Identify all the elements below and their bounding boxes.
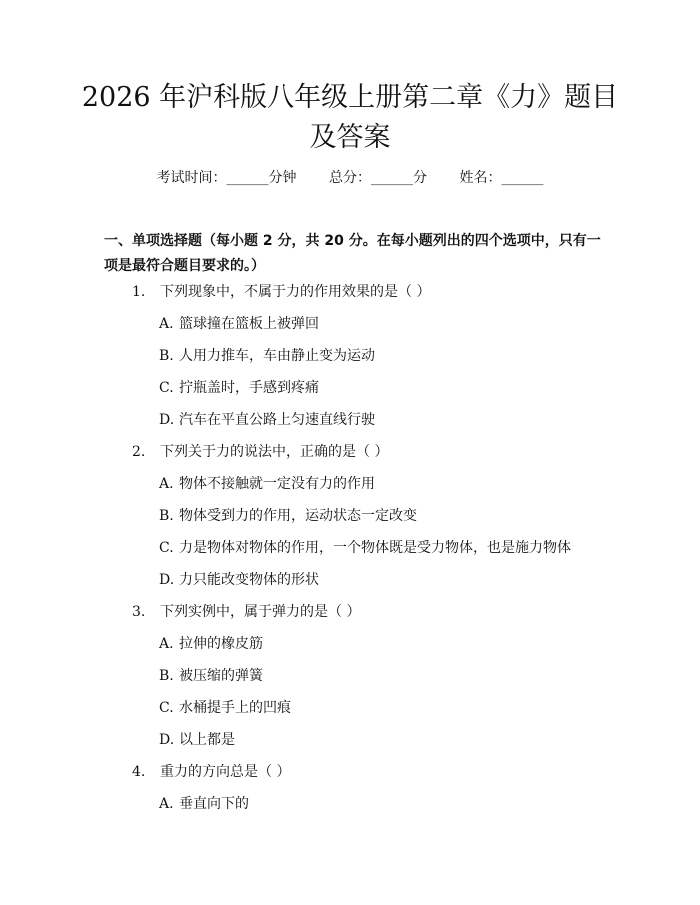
option-text: 篮球撞在篮板上被弹回 bbox=[179, 316, 319, 332]
question-text: 下列现象中，不属于力的作用效果的是（ ） bbox=[160, 284, 431, 300]
exam-time: 考试时间：______分钟 bbox=[156, 170, 297, 186]
option-3b bbox=[159, 665, 263, 685]
option-letter: C. bbox=[159, 380, 174, 396]
question-3 bbox=[132, 601, 360, 621]
option-3c bbox=[159, 697, 291, 717]
title-line-1: 2026 年沪科版八年级上册第二章《力》题目 bbox=[81, 82, 619, 113]
section-heading: 一、单项选择题（每小题 2 分，共 20 分。在每小题列出的四个选项中，只有一项是最符合题目要求的。） bbox=[104, 233, 601, 274]
option-letter: D. bbox=[159, 732, 175, 748]
option-4a bbox=[159, 793, 249, 813]
option-text: 水桶提手上的凹痕 bbox=[179, 700, 291, 716]
option-letter: A. bbox=[159, 476, 174, 492]
option-3a bbox=[159, 633, 263, 653]
option-2d bbox=[159, 569, 319, 589]
option-text: 物体受到力的作用，运动状态一定改变 bbox=[179, 508, 417, 524]
option-text: 拉伸的橡皮筋 bbox=[179, 636, 263, 652]
option-1c bbox=[159, 377, 319, 397]
option-1a bbox=[159, 313, 319, 333]
option-letter: C. bbox=[159, 540, 174, 556]
option-1d bbox=[159, 409, 375, 429]
question-2 bbox=[132, 441, 388, 461]
question-number: 3. bbox=[132, 604, 146, 620]
option-text: 物体不接触就一定没有力的作用 bbox=[179, 476, 375, 492]
option-letter: B. bbox=[159, 508, 174, 524]
question-number: 1. bbox=[132, 284, 146, 300]
option-text: 拧瓶盖时，手感到疼痛 bbox=[179, 380, 319, 396]
question-number: 2. bbox=[132, 444, 146, 460]
option-text: 汽车在平直公路上匀速直线行驶 bbox=[179, 412, 375, 428]
option-letter: B. bbox=[159, 668, 174, 684]
question-text: 下列关于力的说法中，正确的是（ ） bbox=[160, 444, 389, 460]
option-text: 被压缩的弹簧 bbox=[179, 668, 263, 684]
option-letter: D. bbox=[159, 572, 175, 588]
option-text: 人用力推车，车由静止变为运动 bbox=[179, 348, 375, 364]
option-letter: B. bbox=[159, 348, 174, 364]
option-letter: A. bbox=[159, 636, 174, 652]
exam-meta bbox=[0, 167, 700, 187]
question-number: 4. bbox=[132, 764, 146, 780]
option-3d bbox=[159, 729, 235, 749]
title-line-2: 及答案 bbox=[309, 122, 391, 153]
option-2b bbox=[159, 505, 417, 525]
option-text: 力是物体对物体的作用，一个物体既是受力物体，也是施力物体 bbox=[179, 540, 571, 556]
page-title bbox=[0, 78, 700, 158]
exam-total-score: 总分：______分 bbox=[329, 170, 427, 186]
option-2a bbox=[159, 473, 375, 493]
option-letter: A. bbox=[159, 796, 174, 812]
option-text: 以上都是 bbox=[179, 732, 235, 748]
option-text: 垂直向下的 bbox=[179, 796, 249, 812]
option-letter: A. bbox=[159, 316, 174, 332]
question-text: 重力的方向总是（ ） bbox=[160, 764, 291, 780]
option-letter: C. bbox=[159, 700, 174, 716]
option-letter: D. bbox=[159, 412, 175, 428]
student-name: 姓名：______ bbox=[459, 170, 544, 186]
option-text: 力只能改变物体的形状 bbox=[179, 572, 319, 588]
question-1 bbox=[132, 281, 430, 301]
question-4 bbox=[132, 761, 290, 781]
option-2c bbox=[159, 537, 571, 557]
question-text: 下列实例中，属于弹力的是（ ） bbox=[160, 604, 361, 620]
option-1b bbox=[159, 345, 375, 365]
